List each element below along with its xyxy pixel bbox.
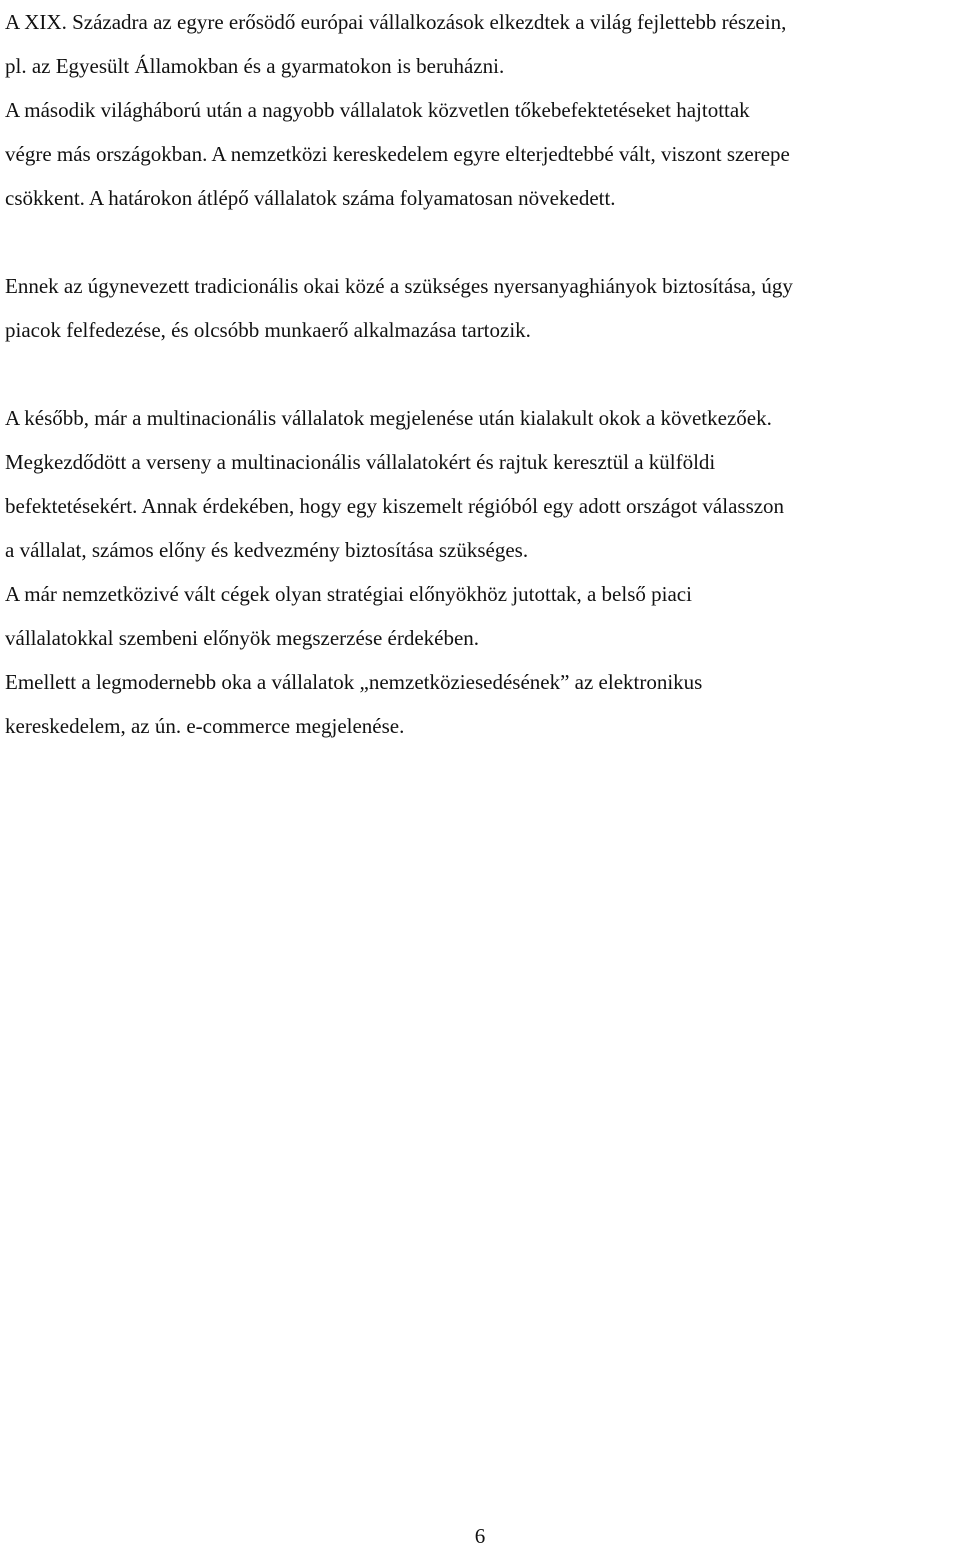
- paragraph-spacer: [5, 220, 957, 264]
- text-line: Ennek az úgynevezett tradicionális okai közé a szükséges nyersanyaghiányok biztosítása, úgy: [5, 274, 793, 298]
- text-line: pl. az Egyesült Államokban és a gyarmatokon is beruházni.: [5, 54, 505, 78]
- text-line: Emellett a legmodernebb oka a vállalatok „nemzetköziesedésének” az elektronikus: [5, 670, 703, 694]
- text-line: csökkent. A határokon átlépő vállalatok száma folyamatosan növekedett.: [5, 186, 616, 210]
- text-line: kereskedelem, az ún. e-commerce megjelenése.: [5, 714, 405, 738]
- page-content: [5, 0, 957, 748]
- text-line: A XIX. Századra az egyre erősödő európai vállalkozások elkezdtek a világ fejlettebb részein,: [5, 10, 787, 34]
- text-line: A második világháború után a nagyobb vállalatok közvetlen tőkebefektetéseket hajtottak: [5, 98, 750, 122]
- text-line: a vállalat, számos előny és kedvezmény biztosítása szükséges.: [5, 538, 529, 562]
- text-line: vállalatokkal szembeni előnyök megszerzése érdekében.: [5, 626, 480, 650]
- paragraph-2: [5, 264, 957, 352]
- paragraph-3: [5, 396, 957, 748]
- text-line: végre más országokban. A nemzetközi kereskedelem egyre elterjedtebbé vált, viszont szerepe: [5, 142, 790, 166]
- text-line: piacok felfedezése, és olcsóbb munkaerő alkalmazása tartozik.: [5, 318, 531, 342]
- paragraph-spacer: [5, 352, 957, 396]
- page-number: 6: [474, 1524, 486, 1548]
- text-line: A már nemzetközivé vált cégek olyan stratégiai előnyökhöz jutottak, a belső piaci: [5, 582, 692, 606]
- text-line: Megkezdődött a verseny a multinacionális vállalatokért és rajtuk keresztül a külföldi: [5, 450, 716, 474]
- paragraph-1: [5, 0, 957, 220]
- text-line: befektetésekért. Annak érdekében, hogy egy kiszemelt régióból egy adott országot válasszon: [5, 494, 785, 518]
- text-line: A később, már a multinacionális vállalatok megjelenése után kialakult okok a következőek.: [5, 406, 772, 430]
